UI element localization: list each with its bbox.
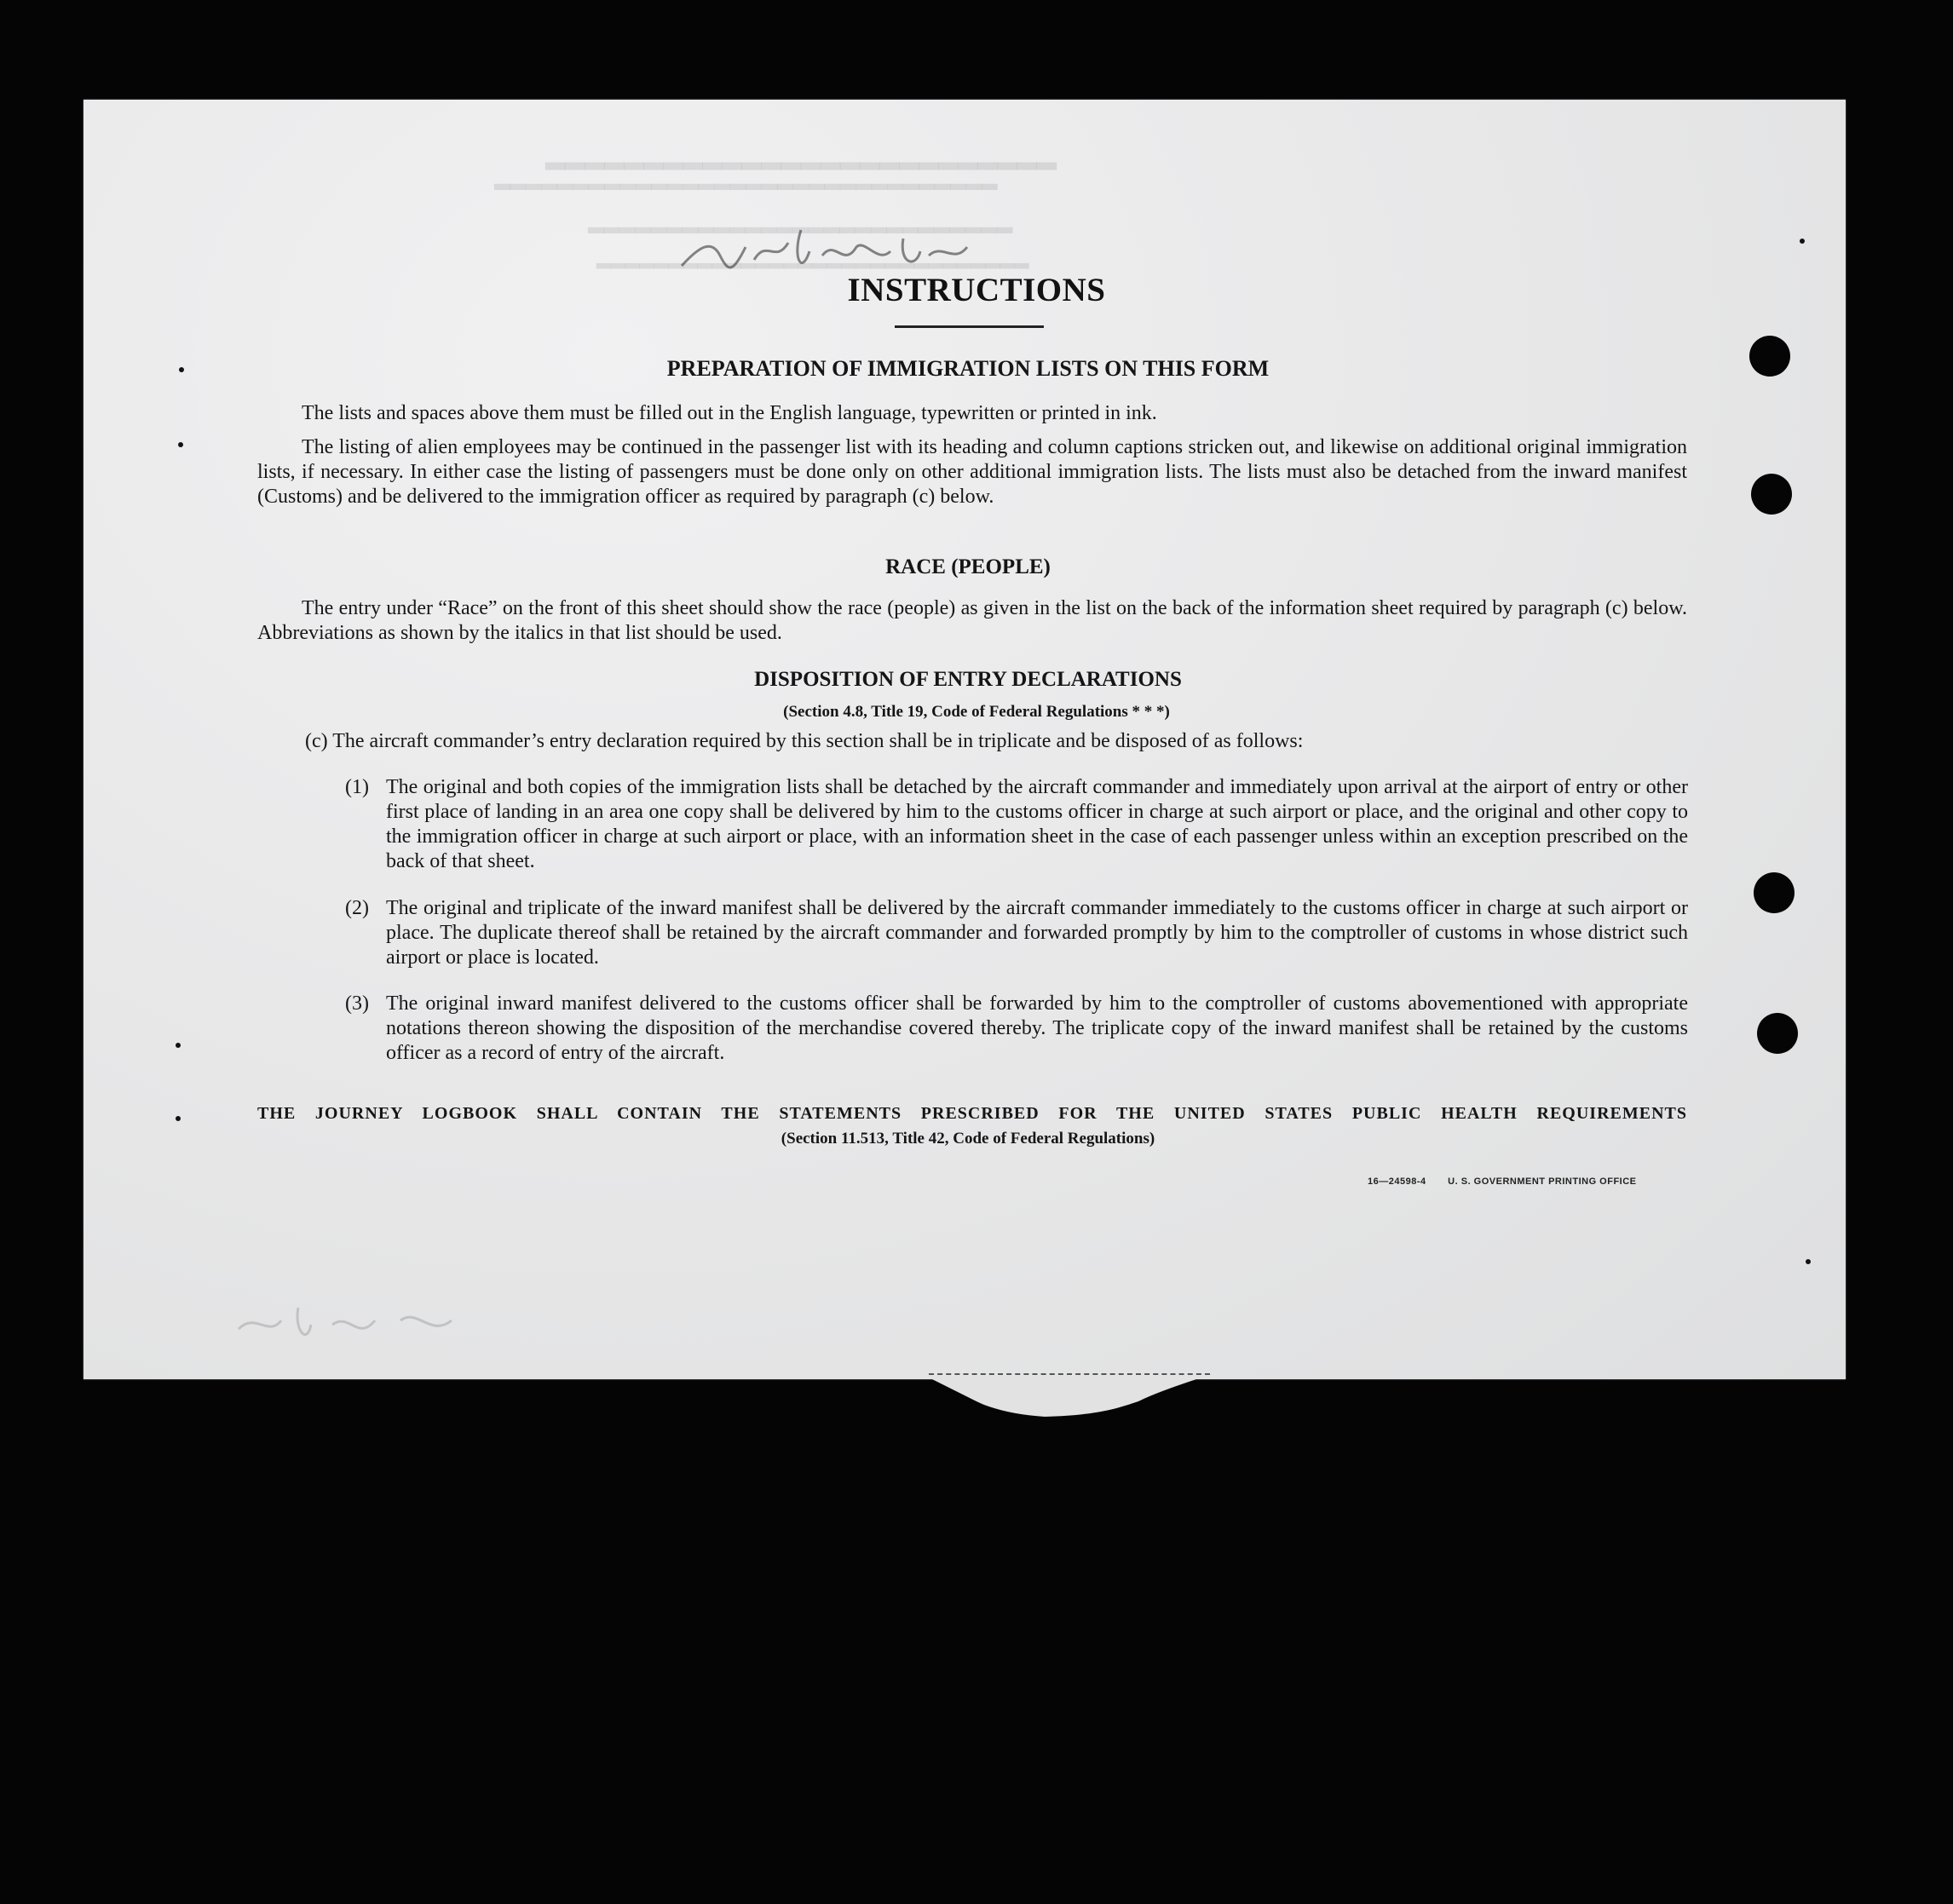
punch-hole xyxy=(1751,474,1792,515)
section-heading-preparation: PREPARATION OF IMMIGRATION LISTS ON THIS FORM xyxy=(666,356,1270,381)
bleed-through-text: ▂▂▂▂▂▂▂▂▂▂▂▂▂▂▂▂▂▂▂▂▂▂▂▂▂▂ xyxy=(545,141,1057,170)
disposition-item xyxy=(345,896,1688,970)
print-code xyxy=(1368,1176,1637,1187)
form-number: 16—24598-4 xyxy=(1368,1176,1426,1187)
item-number: (2) xyxy=(345,897,369,919)
torn-paper-edge xyxy=(925,1376,1207,1418)
title-underline xyxy=(895,325,1044,328)
page-title: INSTRUCTIONS xyxy=(847,272,1106,308)
speck xyxy=(178,442,183,447)
public-health-reference: (Section 11.513, Title 42, Code of Federal Regulations) xyxy=(781,1130,1155,1148)
disposition-intro-label: (c) xyxy=(305,730,328,752)
speck xyxy=(176,1043,181,1048)
speck xyxy=(176,1116,181,1121)
item-text: The original and both copies of the immigration lists shall be detached by the aircraft commander and immediately upon arrival at the airport of entry or other first place of landing in an area one copy shall be delivered by him to the customs officer in charge at such airport or place, and the original and other copy to the immigration officer in charge at such airport or place, with an information sheet in the case of each passenger unless within an exception prescribed on the back of that sheet. xyxy=(386,776,1688,872)
section-heading-race: RACE (PEOPLE) xyxy=(885,555,1051,578)
public-health-statement: THE JOURNEY LOGBOOK SHALL CONTAIN THE STATEMENTS PRESCRIBED FOR THE UNITED STATES PUBLIC HEALTH REQUIREMENTS xyxy=(257,1104,1687,1123)
race-paragraph: The entry under “Race” on the front of this sheet should show the race (people) as given in the list on the back of the information sheet required by paragraph (c) below. Abbreviations as shown by the italics in that list should be used. xyxy=(257,597,1687,644)
disposition-item xyxy=(345,775,1688,874)
printer-imprint: U. S. GOVERNMENT PRINTING OFFICE xyxy=(1448,1176,1637,1187)
preparation-paragraph-1: The lists and spaces above them must be filled out in the English language, typewritten or printed in ink. xyxy=(302,402,1157,424)
item-number: (3) xyxy=(345,992,369,1015)
section-heading-disposition: DISPOSITION OF ENTRY DECLARATIONS xyxy=(754,668,1182,691)
bleed-through-text: ▂▂▂▂▂▂▂▂▂▂▂▂▂▂▂▂▂▂▂▂▂▂▂▂▂▂▂▂▂▂▂▂ xyxy=(494,168,998,190)
disposition-reference: (Section 4.8, Title 19, Code of Federal Regulations * * *) xyxy=(783,703,1170,721)
punch-hole xyxy=(1754,872,1795,913)
punch-hole xyxy=(1757,1013,1798,1054)
item-number: (1) xyxy=(345,776,369,798)
disposition-intro-text: The aircraft commander’s entry declaration required by this section shall be in triplicate and be disposed of as follows: xyxy=(332,730,1304,752)
speck xyxy=(1800,239,1805,244)
perforated-edge xyxy=(929,1373,1210,1375)
preparation-paragraph-2: The listing of alien employees may be continued in the passenger list with its heading and column captions stricken out, and likewise on additional original immigration lists, if necessary. In either case the listing of passengers must be done only on other additional immigration lists. The lists must also be detached from the inward manifest (Customs) and be delivered to the immigration officer as required by paragraph (c) below. xyxy=(257,436,1687,508)
speck xyxy=(1806,1259,1811,1264)
faint-signature-bottom xyxy=(230,1295,503,1355)
item-text: The original and triplicate of the inward manifest shall be delivered by the aircraft commander immediately to the customs officer in charge at such airport or place. The duplicate thereof shall be retained by the aircraft commander and forwarded promptly by him to the comptroller of customs in whose district such airport or place is located. xyxy=(386,897,1688,969)
bleed-through-text: ▂▂▂▂▂▂▂▂▂▂▂▂▂▂▂▂▂▂▂▂▂▂▂▂▂▂▂ xyxy=(588,211,1013,233)
disposition-item xyxy=(345,992,1688,1066)
bleed-through-text: ▂▂▂▂▂▂▂▂▂▂▂▂▂▂▂▂▂▂▂▂▂▂▂▂▂▂▂▂▂▂ xyxy=(596,247,1029,268)
item-text: The original inward manifest delivered to the customs officer shall be forwarded by him to the comptroller of customs abovementioned with appropriate notations thereon showing the disposition of the merchandise covered thereby. The triplicate copy of the inward manifest shall be retained by the customs officer as a record of entry of the aircraft. xyxy=(386,992,1688,1064)
disposition-intro xyxy=(257,729,1689,754)
